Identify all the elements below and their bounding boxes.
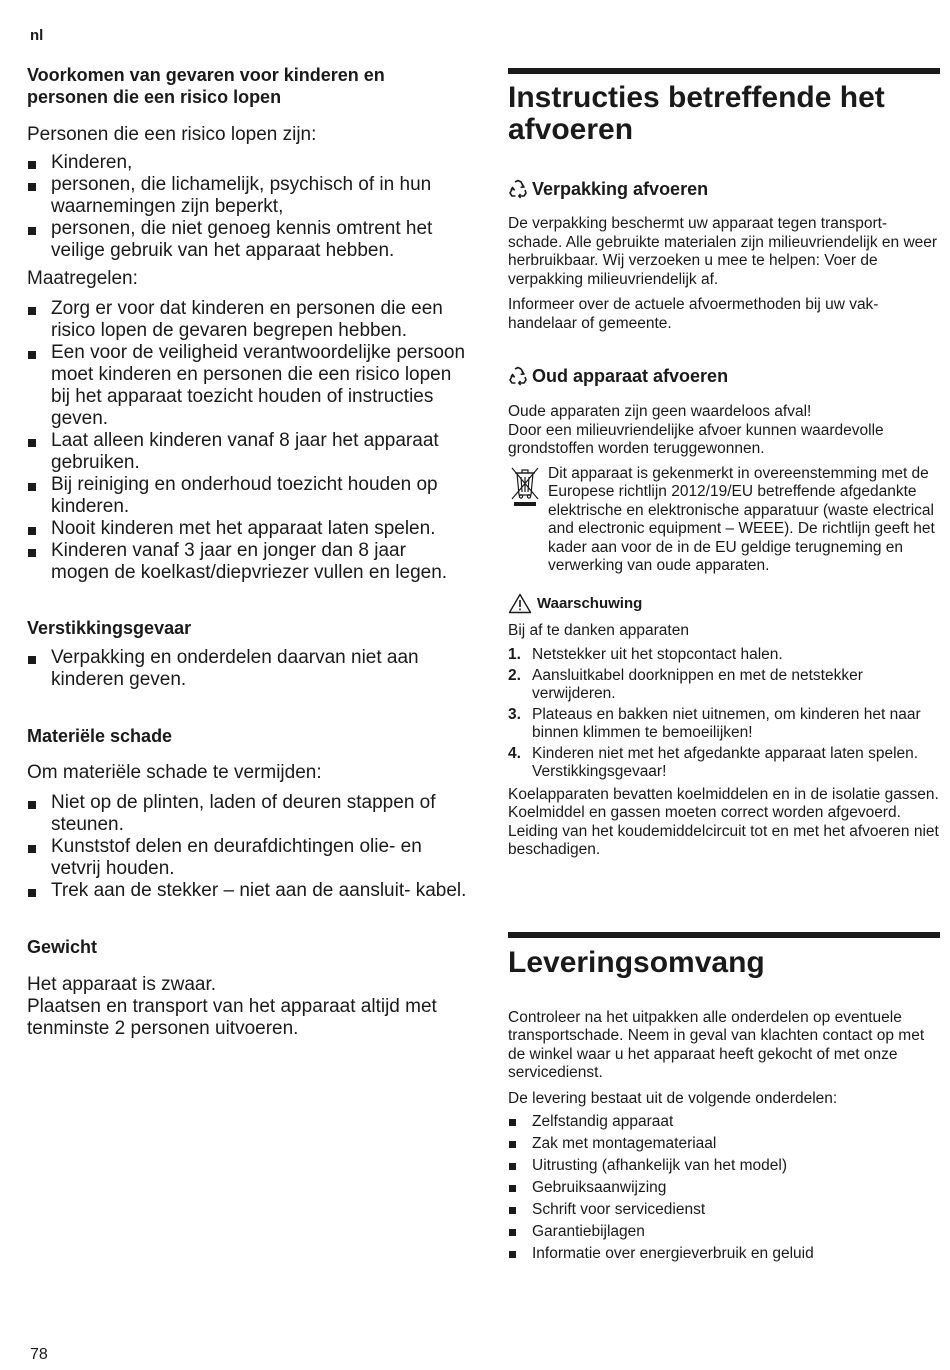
- packaging-paragraph-2: Informeer over de actuele afvoermethoden bij uw vak- handelaar of gemeente.: [508, 296, 879, 332]
- persons-intro: Personen die een risico lopen zijn:: [27, 124, 317, 145]
- step-number: 2.: [508, 666, 521, 684]
- measures-list: [27, 298, 467, 584]
- warning-triangle-icon: [508, 593, 532, 614]
- packaging-paragraph-1: De verpakking beschermt uw apparaat tegen transport- schade. Alle gebruikte materialen zijn milieuvriendelijk en weer herbruikbaar. Wij verzoeken u mee te helpen: Voer de verpakking milieuvriendelijk af.: [508, 215, 938, 288]
- old-appliance-line1: Oude apparaten zijn geen waardeloos afval!: [508, 403, 812, 420]
- step-text: Aansluitkabel doorknippen en met de netstekker verwijderen.: [532, 666, 863, 702]
- page-number: 78: [30, 1346, 48, 1363]
- damage-list: [27, 792, 467, 902]
- list-item: Uitrusting (afhankelijk van het model): [508, 1155, 940, 1177]
- step-text: Kinderen niet met het afgedankte apparaat laten spelen. Verstikkingsgevaar!: [532, 744, 919, 780]
- warning-steps: [508, 646, 940, 782]
- list-item: Kinderen vanaf 3 jaar en jonger dan 8 jaar mogen de koelkast/diepvriezer vullen en legen.: [27, 540, 467, 584]
- recycle-icon: [508, 366, 528, 386]
- list-item: [508, 706, 940, 743]
- step-text: Netstekker uit het stopcontact halen.: [532, 646, 783, 663]
- step-number: 1.: [508, 646, 521, 663]
- list-item: Bij reiniging en onderhoud toezicht houden op kinderen.: [27, 474, 467, 518]
- list-item: Zorg er voor dat kinderen en personen die een risico lopen de gevaren begrepen hebben.: [27, 298, 467, 342]
- list-item: Zak met montagemateriaal: [508, 1133, 940, 1155]
- weee-text: Dit apparaat is gekenmerkt in overeenstemming met de Europese richtlijn 2012/19/EU betreffende afgedankte elektrische en elektronische apparatuur (waste electrical and electronic equipment – WEEE). De richtlijn geeft het kader aan voor de in de EU geldige terugneming en verwerking van oude apparaten.: [548, 464, 935, 574]
- step-number: 4.: [508, 744, 521, 762]
- section-rule: [508, 932, 940, 938]
- disposal-title: Instructies betreffende het afvoeren: [508, 81, 885, 146]
- delivery-paragraph-1: Controleer na het uitpakken alle onderdelen op eventuele transportschade. Neem in geval van klachten contact op met de winkel waar u het apparaat heeft gekocht of met onze servicedienst.: [508, 1008, 925, 1081]
- warning-heading: [508, 593, 940, 614]
- list-item: Zelfstandig apparaat: [508, 1111, 940, 1133]
- suffocation-list: [27, 647, 467, 691]
- list-item: Schrift voor servicedienst: [508, 1199, 940, 1221]
- warning-label: Waarschuwing: [537, 594, 643, 612]
- old-appliance-line2: Door een milieuvriendelijke afvoer kunnen waardevolle grondstoffen worden teruggewonnen.: [508, 421, 884, 457]
- list-item: Gebruiksaanwijzing: [508, 1177, 940, 1199]
- list-item: Verpakking en onderdelen daarvan niet aan kinderen geven.: [27, 647, 467, 691]
- right-column: [508, 68, 940, 1265]
- list-item: [508, 745, 940, 782]
- list-item: Niet op de plinten, laden of deuren stappen of steunen.: [27, 792, 467, 836]
- packaging-heading: [508, 178, 940, 200]
- list-item: Kinderen,: [27, 152, 467, 174]
- step-text: Plateaus en bakken niet uitnemen, om kinderen het naar binnen klimmen te bemoeilijken!: [532, 705, 921, 741]
- children-heading-line2: personen die een risico lopen: [27, 87, 282, 107]
- list-item: Garantiebijlagen: [508, 1221, 940, 1243]
- persons-list: [27, 152, 467, 262]
- children-heading: [27, 64, 467, 108]
- damage-heading: Materiële schade: [27, 726, 173, 746]
- delivery-paragraph-2: De levering bestaat uit de volgende onderdelen:: [508, 1089, 838, 1107]
- recycle-icon: [508, 179, 528, 199]
- old-appliance-heading-label: Oud apparaat afvoeren: [532, 366, 729, 386]
- weight-line2: Plaatsen en transport van het apparaat altijd met tenminste 2 personen uitvoeren.: [27, 996, 437, 1039]
- step-number: 3.: [508, 705, 521, 723]
- warning-closing: Koelapparaten bevatten koelmiddelen en in de isolatie gassen. Koelmiddel en gassen moeten correct worden afgevoerd. Leiding van het koudemiddelcircuit tot en met het afvoeren niet beschadigen.: [508, 785, 939, 858]
- delivery-title: Leveringsomvang: [508, 945, 765, 979]
- old-appliance-heading: [508, 365, 940, 387]
- list-item: Trek aan de stekker – niet aan de aansluit- kabel.: [27, 880, 467, 902]
- section-rule: [508, 68, 940, 74]
- weight-heading: Gewicht: [27, 937, 98, 957]
- children-heading-line1: Voorkomen van gevaren voor kinderen en: [27, 65, 385, 85]
- list-item: [508, 646, 940, 665]
- left-column: [27, 64, 467, 1040]
- list-item: Informatie over energieverbruik en geluid: [508, 1243, 940, 1265]
- list-item: [508, 667, 940, 704]
- packaging-heading-label: Verpakking afvoeren: [532, 179, 709, 199]
- list-item: personen, die lichamelijk, psychisch of in hun waarnemingen zijn beperkt,: [27, 174, 467, 218]
- warning-intro: Bij af te danken apparaten: [508, 621, 689, 639]
- list-item: personen, die niet genoeg kennis omtrent het veilige gebruik van het apparaat hebben.: [27, 218, 467, 262]
- damage-intro: Om materiële schade te vermijden:: [27, 762, 322, 783]
- list-item: Laat alleen kinderen vanaf 8 jaar het apparaat gebruiken.: [27, 430, 467, 474]
- weight-line1: Het apparaat is zwaar.: [27, 974, 217, 995]
- crossed-out-bin-icon: [508, 465, 548, 576]
- list-item: Een voor de veiligheid verantwoordelijke persoon moet kinderen en personen die een risico lopen bij het apparaat toezicht houden of instructies geven.: [27, 342, 467, 430]
- weee-notice: [508, 465, 940, 576]
- list-item: Nooit kinderen met het apparaat laten spelen.: [27, 518, 467, 540]
- delivery-list: [508, 1111, 940, 1265]
- language-code: nl: [30, 27, 44, 44]
- suffocation-heading: Verstikkingsgevaar: [27, 618, 192, 638]
- list-item: Kunststof delen en deurafdichtingen olie- en vetvrij houden.: [27, 836, 467, 880]
- measures-label: Maatregelen:: [27, 268, 138, 289]
